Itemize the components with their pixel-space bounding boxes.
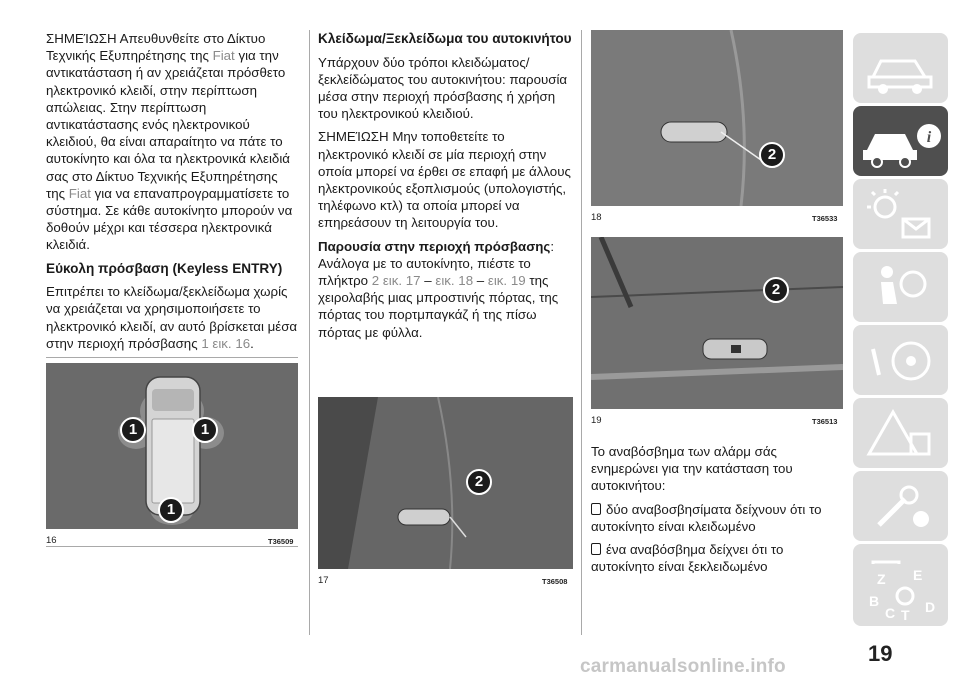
car-icon [853,33,948,103]
figure-reference: 1 εικ. 16 [201,335,251,351]
column-1 [46,30,298,358]
column-separator [581,30,582,635]
watermark: carmanualsonline.info [580,656,786,677]
figure-reference: 2 εικ. 17 [371,272,421,288]
section-heading: Εύκολη πρόσβαση (Keyless ENTRY) [46,260,283,276]
front-door-handle-illustration [318,397,573,569]
list-item-text: ένα αναβόσβημα δείχνει ότι το αυτοκίνητο είναι ξεκλειδωμένο [591,542,784,575]
tab-steering[interactable] [853,325,948,395]
note-paragraph [46,30,298,254]
figure-reference: εικ. 18 [435,272,474,288]
keyless-paragraph [46,283,298,352]
figure-code: T36508 [542,577,568,586]
figure-17 [318,397,573,569]
tab-airbag[interactable] [853,252,948,322]
tab-emergency[interactable] [853,398,948,468]
checkbox-icon [591,543,601,555]
column-2 [318,30,573,347]
checkbox-icon [591,503,601,515]
figure-18 [591,30,843,206]
page-number: 19 [868,641,893,666]
separator-text: – [473,272,488,288]
tab-car-info[interactable] [853,106,948,176]
note-text: για να επαναπρογραμματίσετε το σύστημα. Σε κάθε αυτοκίνητο μπορούν να δοθούν μέχρι και τέσσερα ηλεκτρονικά κλειδιά. [46,185,293,253]
index-icon [853,564,948,626]
figure-19 [591,237,843,409]
body-text: Επιτρέπει το κλείδωμα/ξεκλείδωμα χωρίς να χρειάζεται να χρησιμοποιήσετε το ηλεκτρονικό κλειδί, αν αυτό βρίσκεται μέσα στην περιοχή πρόσβασης [46,284,298,351]
index-letter: E [913,567,923,583]
list-item-text: δύο αναβοσβησίματα δείχνουν ότι το αυτοκίνητο είναι κλειδωμένο [591,501,822,534]
bold-lead: Παρουσία στην περιοχή πρόσβασης [318,238,551,254]
index-letter: D [925,599,936,615]
body-paragraph: Το αναβόσβημα των αλάρμ σάς ενημερώνει για την κατάσταση του αυτοκινήτου: [591,444,793,494]
callout-badge-1: 1 [120,417,146,443]
car-info-icon [853,106,948,176]
figure-reference: εικ. 19 [487,272,526,288]
section-heading: Κλείδωμα/Ξεκλείδωμα του αυτοκινήτου [318,31,572,46]
figure-code: T36509 [268,537,294,546]
separator-text: – [420,272,436,288]
callout-badge-1: 1 [192,417,218,443]
svg-text:i: i [926,129,932,146]
rear-door-handle-illustration [591,237,843,409]
note-paragraph: ΣΗΜΕΊΩΣΗ Μην τοποθετείτε το ηλεκτρονικό κλειδί σε μία περιοχή στην οποία μπορεί να έρθει σε επαφή με άλλους ηλεκτρονικούς εξοπλισμούς (υπολογιστής, τηλέφωνο κτλ) τα οποία μπορεί να επηρεάσουν τη λειτουργία του. [318,129,571,231]
body-text: . [250,335,254,351]
figure-number: 19 [591,415,602,426]
tab-index[interactable] [853,564,948,626]
side-door-handle-illustration [591,30,843,206]
tab-warning-lights[interactable] [853,179,948,249]
body-text: της χειρολαβής μιας μπροστινής πόρτας, της πόρτας του πορτμπαγκάζ ή της πίσω πόρτας με φύλλα. [318,272,559,340]
callout-badge-2: 2 [763,277,789,303]
callout-badge-1: 1 [158,497,184,523]
tab-car[interactable] [853,33,948,103]
body-text: : Ανάλογα με το αυτοκίνητο, πιέστε το πλήκτρο [318,238,555,288]
figure-number: 16 [46,535,57,546]
list-item [591,501,843,535]
brand-name: Fiat [68,185,91,201]
index-letter: C [885,605,896,621]
note-text: ΣΗΜΕΊΩΣΗ Απευθυνθείτε στο Δίκτυο Τεχνικής Εξυπηρέτησης της [46,31,266,64]
figure-number: 18 [591,212,602,223]
figure-16 [46,363,298,529]
brand-name: Fiat [212,48,235,64]
body-paragraph: Υπάρχουν δύο τρόποι κλειδώματος/ ξεκλείδώματος του αυτοκινήτου: παρουσία μέσα στην περιοχή πρόσβασης ή χρήση του ηλεκτρονικού κλειδιού. [318,54,568,122]
index-letter: B [869,593,880,609]
maintenance-icon [853,471,948,541]
column-separator [309,30,310,635]
tab-maintenance[interactable] [853,471,948,541]
emergency-icon [853,398,948,468]
list-item [591,541,843,575]
note-text: για την αντικατάσταση ή αν χρειάζεται πρόσθετο ηλεκτρονικό κλειδί, στην περίπτωση απώλειας. Στην περίπτωση αντικατάστασης ενός ηλεκτρονικού κλειδιού, θα είναι απαραίτητο να πάτε το αυτοκίνητο και όλα τα ηλεκτρονικά κλειδιά σας στο Δίκτυο Τεχνικής Εξυπηρέτησης της [46,48,290,201]
figure-code: T36533 [812,214,838,223]
figure-number: 17 [318,575,329,586]
callout-badge-2: 2 [466,469,492,495]
index-letter: T [901,607,910,623]
divider [46,546,298,547]
figure-code: T36513 [812,417,838,426]
airbag-icon [853,252,948,322]
divider [46,357,298,358]
callout-badge-2: 2 [759,142,785,168]
index-letter: Z [877,571,886,587]
column-3 [591,443,843,581]
presence-paragraph [318,238,573,341]
steering-wheel-icon [853,325,948,395]
warning-lights-icon [853,179,948,249]
